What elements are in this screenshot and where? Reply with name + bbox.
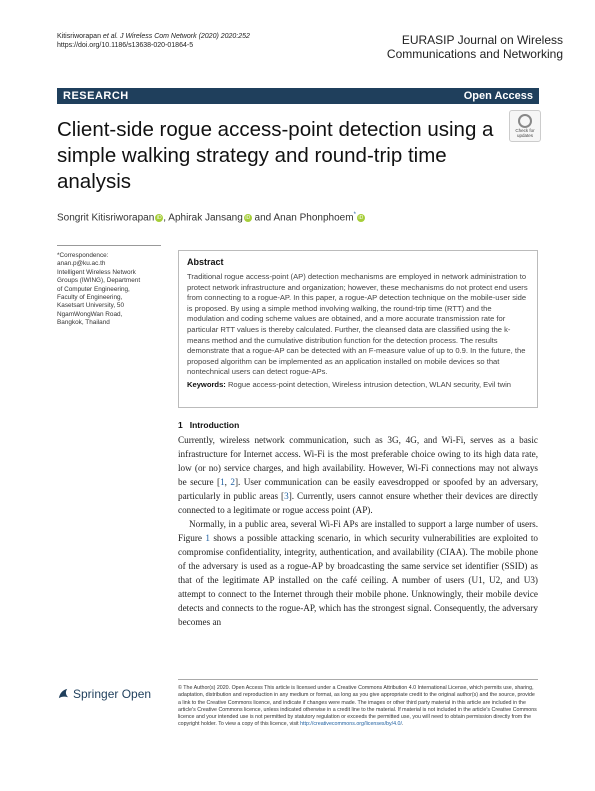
publisher-name: Springer bbox=[73, 687, 119, 701]
author-name[interactable]: Aphirak Jansang bbox=[168, 212, 243, 224]
text-run: shows a possible attacking scenario, in which security vulnerabilities are exploited to compromise confidentiality, integrity, authentication, and availability (CIAA). The mobile phone of the adversary is used as a rogue-AP by broadcasting the same service set identifier (SSID) as that of the legitimate AP installed on the café ceiling. A number of users (U1, U2, and U3) attempt to connect to the Internet through their mobile phone. Unknowingly, their mobile device detects and connects to the rogue-AP, which has the strongest signal. Consequently, the adversary becomes an bbox=[178, 533, 538, 627]
open-access-label: Open Access bbox=[463, 90, 533, 102]
citation-link[interactable]: 1 bbox=[220, 477, 225, 487]
journal-name bbox=[387, 33, 563, 61]
license-text: © The Author(s) 2020. Open Access This article is licensed under a Creative Commons Attribution 4.0 International License, which permits use, sharing, adaptation, distribution and reproduction in any medium or format, as long as you give appropriate credit to the original author(s) and the source, provide a link to the Creative Commons licence, and indicate if changes were made. The images or other third party material in this article are included in the article's Creative Commons licence, unless indicated otherwise in a credit line to the material. If material is not included in the article's Creative Commons licence and your intended use is not permitted by statutory regulation or exceeds the permitted use, you will need to obtain permission directly from the copyright holder. To view a copy of this licence, visit bbox=[178, 685, 537, 728]
license-end: . bbox=[401, 721, 404, 728]
abstract-heading: Abstract bbox=[187, 257, 224, 267]
license-link[interactable]: http://creativecommons.org/licenses/by/4.0/ bbox=[300, 721, 402, 728]
abstract-box bbox=[178, 250, 538, 408]
article-title: Client-side rogue access-point detection using a simple walking strategy and round-trip time analysis bbox=[57, 118, 494, 193]
correspondence-line: Kasetsart University, 50 bbox=[57, 302, 125, 310]
author-name[interactable]: Songrit Kitisriworapan bbox=[57, 212, 155, 224]
text-run: , bbox=[224, 477, 231, 487]
author-name[interactable]: Anan Phonphoem bbox=[273, 212, 354, 224]
text-run: ]. User communication can be easily eavesdropped or spoofed by an adversary, particularly in public areas [ bbox=[178, 477, 538, 501]
citation-line bbox=[57, 32, 250, 41]
body-text bbox=[178, 433, 538, 629]
paragraph bbox=[178, 517, 538, 629]
citation-link[interactable]: 2 bbox=[230, 477, 235, 487]
text-run: Normally, in a public area, several Wi-Fi APs are installed to support a large number of users. Figure bbox=[178, 519, 538, 543]
correspondence-line: Groups (IWING), Department bbox=[57, 277, 141, 285]
correspondence-line: of Computer Engineering, bbox=[57, 285, 130, 293]
section-title: Introduction bbox=[189, 420, 240, 430]
springer-horse-icon bbox=[57, 687, 70, 700]
correspondence-line: Faculty of Engineering, bbox=[57, 294, 123, 302]
journal-name-line2: Communications and Networking bbox=[386, 47, 563, 61]
figure-link[interactable]: 1 bbox=[205, 533, 210, 543]
citation-journal: et al. J Wireless Com Network bbox=[102, 33, 197, 40]
keywords-label: Keywords: bbox=[187, 380, 226, 389]
check-updates-icon bbox=[518, 114, 532, 128]
correspondence-line: NgamWongWan Road, bbox=[57, 310, 123, 318]
author-separator: , bbox=[163, 212, 169, 224]
license-notice bbox=[178, 685, 538, 729]
orcid-icon[interactable]: iD bbox=[245, 215, 251, 222]
citation-year: (2020) 2020:252 bbox=[198, 33, 250, 40]
author-list bbox=[57, 209, 365, 224]
journal-name-line1: EURASIP Journal on Wireless bbox=[401, 33, 563, 47]
check-updates-label bbox=[510, 128, 540, 138]
check-for-updates-button[interactable] bbox=[509, 110, 541, 142]
publisher-logo bbox=[57, 686, 151, 702]
section-heading bbox=[178, 420, 239, 430]
correspondence-info bbox=[57, 252, 167, 328]
section-number: 1 bbox=[178, 420, 183, 430]
publisher-suffix: Open bbox=[118, 687, 152, 701]
paragraph bbox=[178, 433, 538, 517]
doi-link[interactable]: https://doi.org/10.1186/s13638-020-01864-5 bbox=[57, 42, 194, 49]
sidebar-divider bbox=[57, 245, 161, 246]
keywords bbox=[187, 380, 532, 391]
citation-authors: Kitisriworapan bbox=[57, 33, 101, 40]
orcid-icon[interactable]: iD bbox=[156, 215, 162, 222]
citation-link[interactable]: 3 bbox=[284, 491, 289, 501]
abstract-text: Traditional rogue access-point (AP) detection mechanisms are employed in network administration to protect network infrastructure and organization; however, these mechanisms do not protect end users from connecting to a rogue-AP. In this paper, a rogue-AP detection technique on the mobile-user side is proposed. By using a simple method involving walking, the round-trip time (RTT) and the modulation and coding scheme values are obtained, and a more accurate transmission rate for particular RTT values is thereby calculated. Further, the cleansed data are classified using the k-means method and the cumulative distribution function for the detection process. The results demonstrate that a rogue-AP can be detected with an F-measure value of up to 0.9. In the future, the proposed algorithm can be implemented as an application installed on mobile devices so that nontechnical users can detect rogue-APs. bbox=[187, 272, 528, 377]
correspondence-email[interactable]: anan.p@ku.ac.th bbox=[57, 260, 106, 268]
text-run: Currently, wireless network communication, such as 3G, 4G, and Wi-Fi, serves as a basic infrastructure for Internet access. Wi-Fi is the most preferable choice owing to its high data rate, low (or no) service charges, and high availability. However, Wi-Fi connections may not always be secure [ bbox=[178, 435, 538, 487]
author-separator: and bbox=[251, 212, 274, 224]
text-run: ]. Currently, users cannot ensure whether their devices are directly connected to a legitimate or rogue access point (AP). bbox=[178, 491, 538, 515]
orcid-icon[interactable]: iD bbox=[358, 215, 364, 222]
check-updates-line2: updates bbox=[516, 133, 533, 138]
correspondence-line: Intelligent Wireless Network bbox=[57, 268, 136, 276]
keywords-text: Rogue access-point detection, Wireless intrusion detection, WLAN security, Evil twin bbox=[227, 380, 512, 389]
corresponding-author-mark: * bbox=[353, 212, 356, 218]
check-updates-line1: Check for bbox=[515, 128, 535, 133]
article-type-label: RESEARCH bbox=[63, 90, 129, 102]
article-type-banner bbox=[57, 88, 539, 104]
footer-divider bbox=[178, 679, 538, 680]
correspondence-line: *Correspondence: bbox=[57, 252, 109, 259]
correspondence-line: Bangkok, Thailand bbox=[57, 319, 110, 327]
